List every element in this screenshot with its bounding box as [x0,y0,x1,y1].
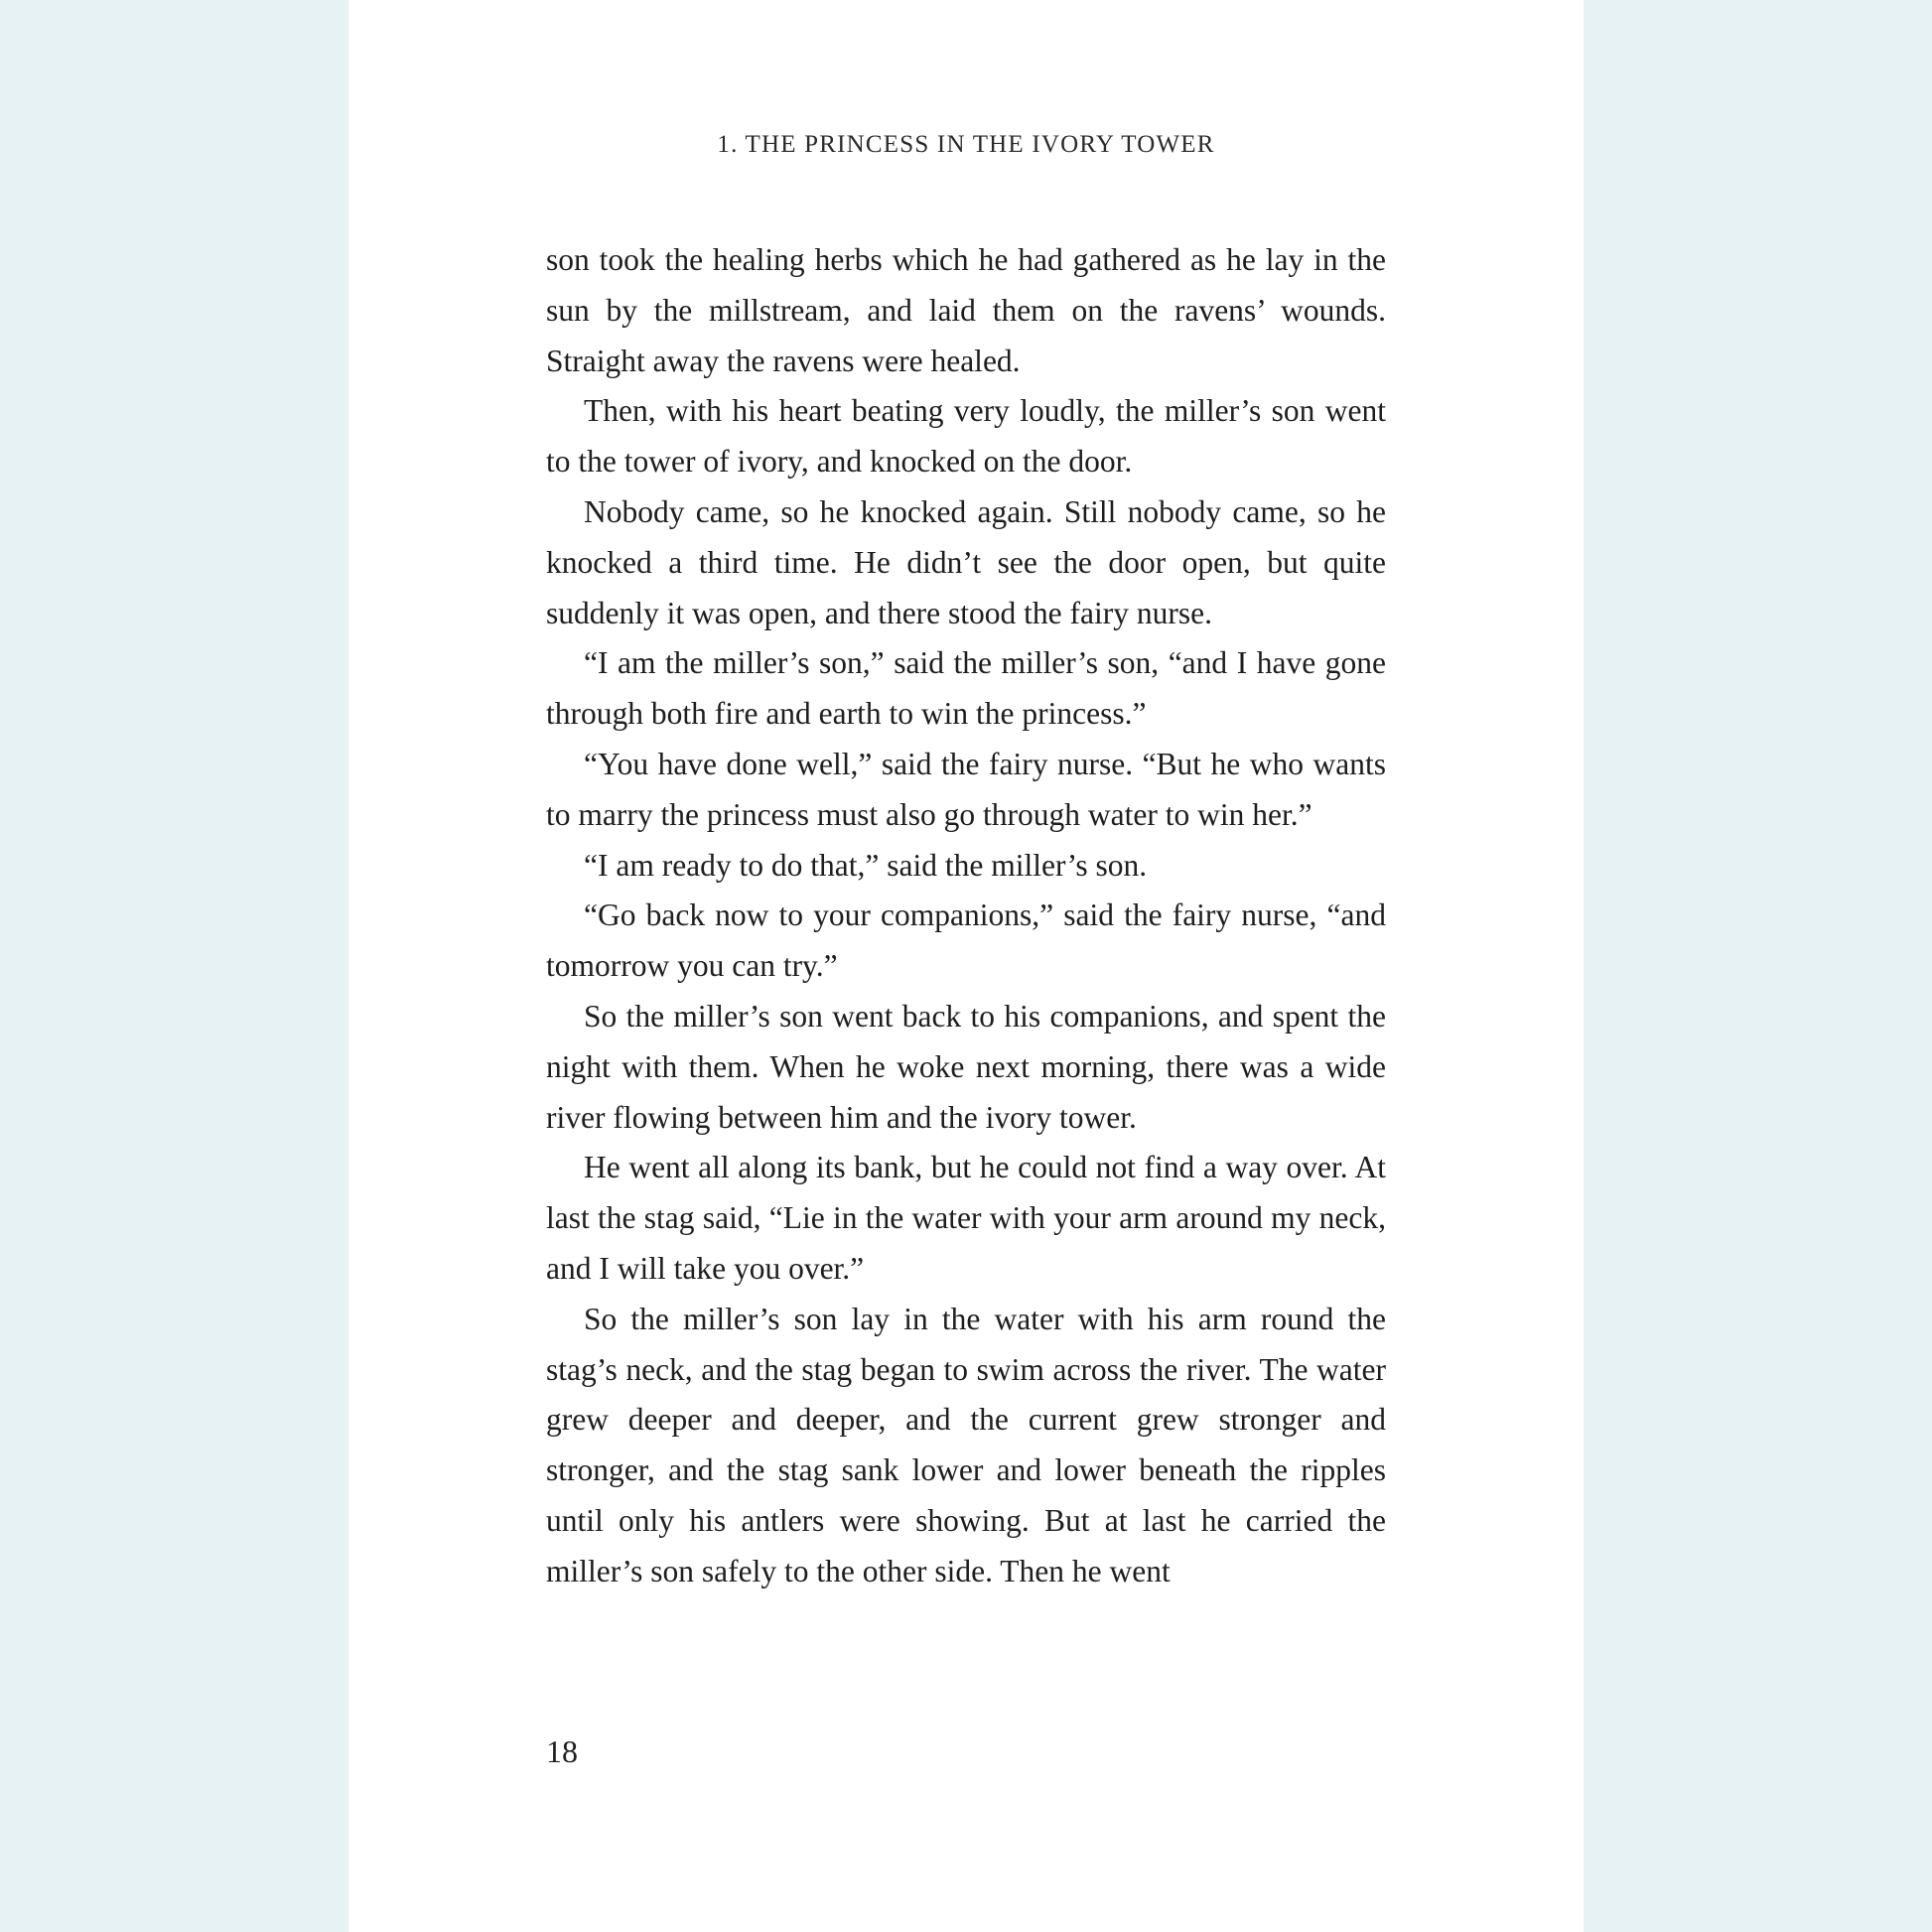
paragraph: “You have done well,” said the fairy nurse. “But he who wants to marry the princess must also go through water to win her.” [546,746,1386,832]
paragraph: Then, with his heart beating very loudly, the miller’s son went to the tower of ivory, and knocked on the door. [546,393,1386,480]
page-number: 18 [546,1733,578,1769]
paragraph: Nobody came, so he knocked again. Still nobody came, so he knocked a third time. He didn’t see the door open, but quite suddenly it was open, and there stood the fairy nurse. [546,493,1386,630]
paragraph: “I am the miller’s son,” said the miller’s son, “and I have gone through both fire and earth to win the princess.” [546,645,1386,732]
running-head: 1. THE PRINCESS IN THE IVORY TOWER [717,131,1215,158]
book-page [348,0,1584,1932]
body-text [546,235,1386,1597]
paragraph: “Go back now to your companions,” said the fairy nurse, “and tomorrow you can try.” [546,897,1386,984]
paragraph: “I am ready to do that,” said the miller’s son. [584,847,1148,883]
paragraph: So the miller’s son went back to his companions, and spent the night with them. When he woke next morning, there was a wide river flowing between him and the ivory tower. [546,998,1386,1135]
paragraph: He went all along its bank, but he could not find a way over. At last the stag said, “Lie in the water with your arm around my neck, and I will take you over.” [546,1150,1386,1286]
paragraph: So the miller’s son lay in the water with his arm round the stag’s neck, and the stag began to swim across the river. The water grew deeper and deeper, and the current grew stronger and stronger, and the stag sank lower and lower beneath the ripples until only his antlers were showing. But at last he carried the miller’s son safely to the other side. Then he went [546,1301,1386,1588]
paragraph: son took the healing herbs which he had gathered as he lay in the sun by the millstream, and laid them on the ravens’ wounds. Straight away the ravens were healed. [546,242,1386,378]
